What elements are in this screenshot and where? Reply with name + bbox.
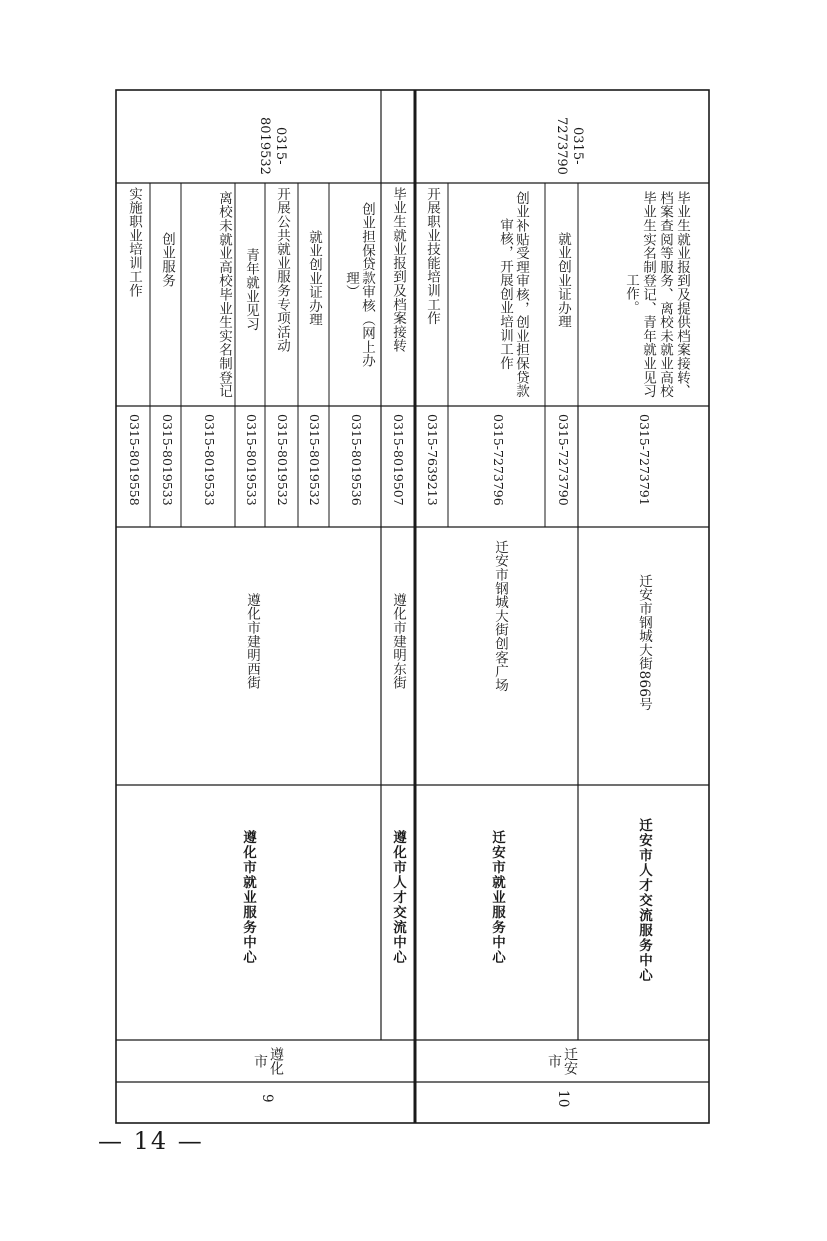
service-item: 创业担保贷款审核（网上办理） [343,202,375,368]
center-name: 遵化市人才交流中心 [390,830,406,965]
row-index: 9 [259,1094,275,1103]
service-phone: 0315-8019558 [127,414,142,506]
center-address: 迁安市钢城大街866号 [636,574,652,712]
contact-phone: 0315-8019532 [257,117,288,175]
service-phone: 0315-8019507 [391,414,406,506]
center-address: 迁安市钢城大街创客广场 [492,540,508,692]
center-address: 遵化市建明东街 [390,593,406,690]
city-name: 遵化市 [252,1046,284,1076]
service-phone: 0315-8019532 [307,414,322,506]
service-item: 青年就业见习 [243,248,259,331]
service-phone: 0315-8019533 [160,414,175,506]
service-item: 开展职业技能培训工作 [424,187,440,325]
service-phone: 0315-8019532 [275,414,290,506]
service-phone: 0315-7273796 [491,414,506,506]
service-item: 离校未就业高校毕业生实名制登记 [216,191,232,398]
city-name: 迁安市 [546,1046,578,1076]
row-index: 10 [555,1090,571,1108]
service-phone: 0315-8019533 [244,414,259,506]
service-item: 毕业生就业报到及提供档案接转、档案查阅等服务、离校未就业高校毕业生实名制登记、青年就业见习工作。 [623,190,690,398]
service-phone: 0315-8019533 [202,414,217,506]
service-phone: 0315-7273790 [556,414,571,506]
service-phone: 0315-7273791 [637,414,652,506]
service-phone: 0315-7639213 [425,414,440,506]
service-item: 创业服务 [159,232,175,288]
service-item: 就业创业证办理 [555,232,571,329]
service-item: 实施职业培训工作 [126,187,142,298]
service-item: 创业补贴受理审核，创业担保贷款审核，开展创业培训工作 [497,190,529,398]
service-item: 开展公共就业服务专项活动 [274,187,290,353]
center-name: 遵化市就业服务中心 [240,830,256,965]
center-name: 迁安市就业服务中心 [489,830,505,965]
center-address: 遵化市建明西街 [244,593,260,690]
service-item: 毕业生就业报到及档案接转 [390,187,406,353]
center-name: 迁安市人才交流服务中心 [636,818,652,983]
service-phone: 0315-8019536 [349,414,364,506]
page-number: — 14 — [98,1127,204,1155]
service-item: 就业创业证办理 [306,230,322,327]
contact-phone: 0315-7273790 [554,117,585,175]
